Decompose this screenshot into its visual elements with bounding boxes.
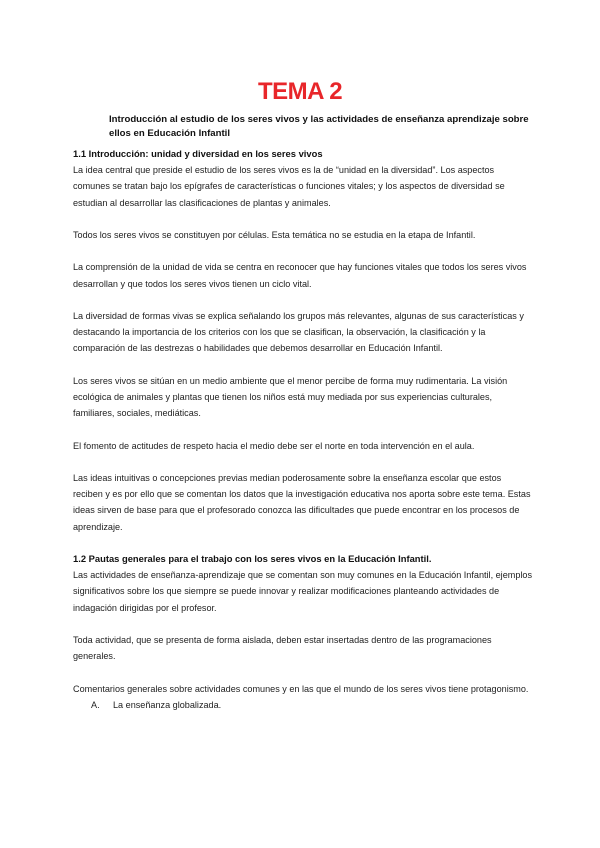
section-heading: 1.1 Introducción: unidad y diversidad en los seres vivos [73, 148, 323, 159]
paragraph: Toda actividad, que se presenta de forma aislada, deben estar insertadas dentro de las programaciones generales. [73, 634, 492, 662]
paragraph: Las ideas intuitivas o concepciones previas median poderosamente sobre la enseñanza escolar que estos reciben y es por ello que se comentan los datos que la investigación educativa nos aporta sobre este tema. Estas ideas sirven de base para que el profesorado conozca las dificultades que puede encontrar en los procesos de aprendizaje. [73, 472, 531, 532]
paragraph: Los seres vivos se sitúan en un medio ambiente que el menor percibe de forma muy rudimentaria. La visión ecológica de animales y plantas que tienen los niños está muy mediada por sus experiencias culturales, familiares, sociales, mediáticas. [73, 375, 508, 419]
document-subtitle: Introducción al estudio de los seres vivos y las actividades de enseñanza aprendizaje sobre ellos en Educación Infantil [109, 114, 529, 139]
paragraph: La diversidad de formas vivas se explica señalando los grupos más relevantes, algunas de sus características y destacando la importancia de los criterios con los que se clasifican, la observación, la clasificación y la comparación de las destrezas o habilidades que debemos desarrollar en Educación Infantil. [73, 310, 524, 354]
paragraph: Las actividades de enseñanza-aprendizaje que se comentan son muy comunes en la Educación Infantil, ejemplos significativos sobre los que siempre se puede innovar y realizar modificaciones planteando actividades de indagación dirigidas por el profesor. [73, 570, 533, 613]
section-heading: 1.2 Pautas generales para el trabajo con los seres vivos en la Educación Infantil. [73, 552, 432, 564]
page-title: TEMA 2 [257, 78, 343, 105]
paragraph: El fomento de actitudes de respeto hacia el medio debe ser el norte en toda intervención en el aula. [73, 440, 475, 451]
paragraph: La idea central que preside el estudio de los seres vivos es la de “unidad en la diversidad”. Los aspectos comunes se tratan bajo los epígrafes de características o funciones vitales; y los aspectos de diversidad se estudian al desarrollar las clasificaciones de plantas y animales. [73, 165, 505, 208]
paragraph: La comprensión de la unidad de vida se centra en reconocer que hay funciones vitales que todos los seres vivos desarrollan y que todos los seres vivos tienen un ciclo vital. [73, 262, 527, 289]
paragraph: Todos los seres vivos se constituyen por células. Esta temática no se estudia en la etapa de Infantil. [73, 230, 476, 240]
document-body [73, 146, 533, 713]
paragraph: Comentarios generales sobre actividades comunes y en las que el mundo de los seres vivos tiene protagonismo. [73, 683, 529, 694]
list-item [91, 697, 533, 713]
list-item-text: La enseñanza globalizada. [113, 699, 222, 710]
list-marker: A. [91, 699, 100, 710]
